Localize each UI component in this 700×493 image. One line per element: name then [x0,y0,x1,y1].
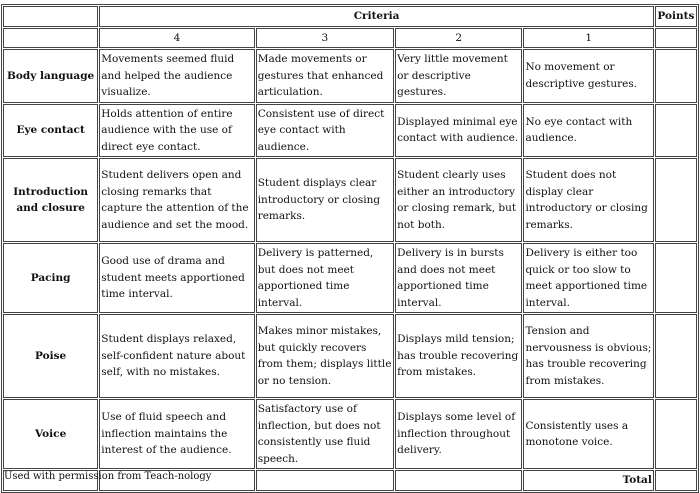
points-cell [655,399,697,469]
points-header: Points [655,6,697,27]
criteria-header-row [3,6,697,27]
rubric-row-voice [3,399,697,469]
descriptor-cell: Very little movement or descriptive gestures. [395,49,522,103]
score-header-3: 3 [256,28,394,49]
descriptor-cell: Displays some level of inflection throughout delivery. [395,399,522,469]
rubric-row-introduction-and-closure [3,158,697,242]
descriptor-cell: Good use of drama and student meets apportioned time interval. [99,243,254,313]
descriptor-cell: No movement or descriptive gestures. [523,49,653,103]
points-cell [655,158,697,242]
descriptor-cell: No eye contact with audience. [523,104,653,158]
empty-corner-cell [3,6,98,27]
descriptor-cell: Holds attention of entire audience with the use of direct eye contact. [99,104,254,158]
descriptor-cell: Delivery is patterned, but does not meet apportioned time interval. [256,243,394,313]
points-cell [655,243,697,313]
criterion-label: Introduction and closure [3,158,98,242]
descriptor-cell: Student clearly uses either an introductory or closing remark, but not both. [395,158,522,242]
descriptor-cell: Student delivers open and closing remarks that capture the attention of the audience and set the mood. [99,158,254,242]
criterion-label: Pacing [3,243,98,313]
descriptor-cell: Student displays clear introductory or closing remarks. [256,158,394,242]
total-points-cell [655,470,697,491]
permission-note: Used with permission from Teach-nology [4,471,212,482]
rubric-row-poise [3,314,697,398]
score-header-4: 4 [99,28,254,49]
rubric-row-body-language [3,49,697,103]
descriptor-cell: Delivery is in bursts and does not meet apportioned time interval. [395,243,522,313]
rubric-row-pacing [3,243,697,313]
criterion-label: Body language [3,49,98,103]
points-cell [655,49,697,103]
rubric-row-eye-contact [3,104,697,158]
descriptor-cell: Made movements or gestures that enhanced articulation. [256,49,394,103]
descriptor-cell: Tension and nervousness is obvious; has trouble recovering from mistakes. [523,314,653,398]
points-cell [655,28,697,49]
descriptor-cell: Delivery is either too quick or too slow to meet apportioned time interval. [523,243,653,313]
score-header-1: 1 [523,28,653,49]
empty-total-cell [395,470,522,491]
criterion-label: Eye contact [3,104,98,158]
criterion-label: Voice [3,399,98,469]
rubric-table [1,4,699,493]
descriptor-cell: Consistently uses a monotone voice. [523,399,653,469]
empty-score-label-cell [3,28,98,49]
total-label: Total [523,470,653,491]
descriptor-cell: Displayed minimal eye contact with audience. [395,104,522,158]
criteria-header: Criteria [99,6,654,27]
descriptor-cell: Makes minor mistakes, but quickly recovers from them; displays little or no tension. [256,314,394,398]
points-cell [655,104,697,158]
descriptor-cell: Use of fluid speech and inflection maintains the interest of the audience. [99,399,254,469]
descriptor-cell: Displays mild tension; has trouble recovering from mistakes. [395,314,522,398]
criterion-label: Poise [3,314,98,398]
empty-total-cell [256,470,394,491]
descriptor-cell: Movements seemed fluid and helped the audience visualize. [99,49,254,103]
score-header-row [3,28,697,49]
score-header-2: 2 [395,28,522,49]
points-cell [655,314,697,398]
descriptor-cell: Satisfactory use of inflection, but does not consistently use fluid speech. [256,399,394,469]
descriptor-cell: Consistent use of direct eye contact with audience. [256,104,394,158]
descriptor-cell: Student does not display clear introductory or closing remarks. [523,158,653,242]
descriptor-cell: Student displays relaxed, self-confident nature about self, with no mistakes. [99,314,254,398]
